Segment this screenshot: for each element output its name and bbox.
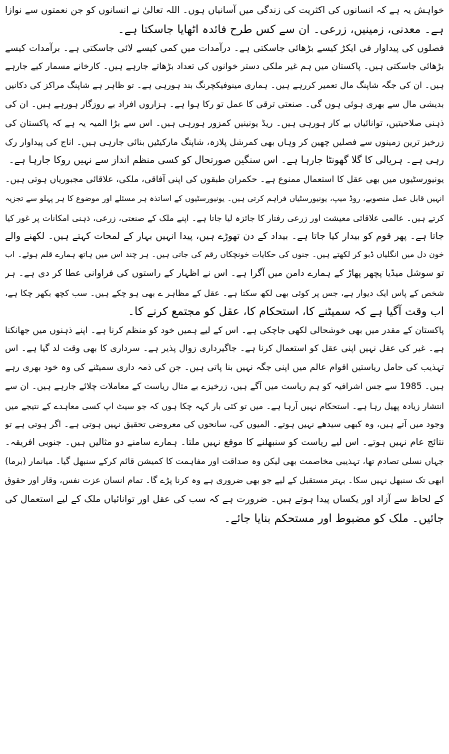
article-line-13: جاتا ہے۔ پھر قوم کو بیدار کیا جاتا ہے۔ بیداد کے دن تھوڑے ہیں، پیدا انہیں بہار کے لمحات کہتے ہیں۔ لکھنے والے (5, 230, 444, 242)
article-line-21: ہیں۔ 1985 سے جس اشرافیہ کو ہم ریاست میں آگے ہیں، زرخیزے بے مثال ریاست کے معاملات چلائے جارہے ہیں۔ ان سے (5, 381, 444, 392)
article-line-14: خون دل میں انگلیاں ڈبو کر لکھتے ہیں۔ جنوں کی حکایات خونچکاں رقم کی جاتی ہیں۔ ہر چند اس میں ہاتھ ہمارے قلم ہوئے۔ اب (5, 250, 444, 260)
article-line-10: یونیورسٹیوں میں بھی عقل کا استعمال ممنوع ہے۔ حکمران طبقوں کی اپنی آفاقی، ملکی، علاقائی مجبوریاں ہوتی ہیں۔ (5, 175, 444, 186)
article-line-28: جائیں۔ ملک کو مضبوط اور مستحکم بنایا جائے۔ (224, 511, 444, 525)
article-line-3: فصلوں کی پیداوار فی ایکڑ کیسے بڑھائی جاسکتی ہے۔ درآمدات میں کمی کیسے لائی جاسکتی ہے۔ برآمدات کیسے (5, 42, 444, 54)
article-line-25: جہاں نسلی تصادم تھا، تہذیبی مخاصمت بھی لیکن وہ صداقت اور مفاہمت کا کمیشن قائم کرکے سنبھل گیا۔ میانمار (برما) (5, 457, 444, 468)
article-line-23: وجود میں آتے ہیں، وہ کبھی سیدھے نہیں ہوتے۔ المیوں کی، سانحوں کی معروضی تحقیق نہیں ہوتی ہے۔ اگر ہوتی ہے تو (5, 419, 444, 430)
article-line-6: بدیشی مال سے بھری ہوئی ہوں گی۔ صنعتی ترقی کا عمل تو رکا ہوا ہے۔ ہزاروں افراد بے روزگار ہورہے ہیں۔ ان کی (5, 99, 444, 110)
article-line-27: کے لحاظ سے آزاد اور یکساں پیدا ہوتے ہیں۔ ضرورت ہے کہ سب کی عقل اور توانائیاں ملک کے لیے استعمال کی (5, 493, 444, 505)
article-line-20: تہذیب کی حامل ریاستیں اقوام عالم میں اپنی جگہ نہیں بنا پاتی ہیں۔ جن کی ذمہ داری سمیٹنے کی وہ خود بھری رہے (5, 363, 444, 374)
article-line-24: نتائج عام نہیں ہوتے۔ اس لیے ریاست کو سنبھلنے کا موقع نہیں ملتا۔ ہمارے سامنے دو مثالیں ہیں۔ جنوبی افریقہ۔ (5, 437, 444, 449)
article-line-7: ذہنی صلاحیتیں، توانائیاں بے کار ہورہی ہیں۔ ریڈ یونینیں کمزور ہورہی ہیں۔ اس سے بڑا المیہ یہ ہے کہ پاکستان کی (5, 118, 444, 129)
article-line-2: ہے۔ معدنی، زمینیں، زرعی۔ ان سے کس طرح فائدہ اٹھایا جاسکتا ہے۔ (117, 22, 444, 36)
article-line-4: بڑھائی جاسکتی ہیں۔ پاکستان میں ہم غیر ملکی دستر خوانوں کی تعداد بڑھاتے جارہے ہیں۔ کارخانے مسمار کیے جارہے (5, 62, 444, 73)
article-line-15: تو سوشل میڈیا پچھر پھاڑ کے ہمارے دامن میں آگرا ہے۔ اس نے اظہار کے راستوں کی فراوانی عطا کر دی ہے۔ ہر (5, 268, 444, 280)
article-line-8: زرخیز ترین زمینوں سے فصلیں چھین کر وہاں بھی کمرشل پلازہ، شاپنگ مارکیٹیں بنائی جارہی ہیں۔ اناج کی پیداوار رک (5, 137, 444, 148)
article-line-5: ہیں۔ ان کی جگہ شاپنگ مال تعمیر کررہے ہیں۔ ہماری مینوفیکچرنگ بند ہورہی ہے۔ تو ظاہر ہے شاپنگ مراکز کی دکانیں (5, 81, 444, 92)
article-line-11: انہیں قابل عمل منصوبے، روڈ میپ، یونیورسٹیاں فراہم کرتی ہیں۔ یونیورسٹیوں کے اساتذہ ہر مسئلے اور موضوع کا ہر پہلو سے تجزیہ (5, 193, 444, 203)
article-line-12: کرتے ہیں۔ عالمی علاقائی معیشت اور زرعی رفتار کا جائزہ لیا جاتا ہے۔ اپنے ملک کے صنعتی، زرعی، ذہنی امکانات پر غور کیا (5, 212, 444, 223)
article-line-17: اب وقت آگیا ہے کہ سمیٹنے کا، استحکام کا، عقل کو مجتمع کرنے کا۔ (127, 304, 444, 318)
article-line-22: انتشار زیادہ پھیل رہا ہے۔ استحکام نہیں آرہا ہے۔ میں تو کئی بار کہہ چکا ہوں کہ جو سیٹ اپ کسی معاہدے کے نتیجے میں (5, 400, 444, 411)
article-line-9: رہی ہے۔ ہریالی کا گلا گھونٹا جارہا ہے۔ اس سنگین صورتحال کو کسی منظم انداز سے نہیں روکا جارہا ہے۔ (8, 155, 444, 167)
article-line-26: ابھی تک سنبھل نہیں سکا۔ بہتر مستقبل کے لیے جو بھی ضروری ہے وہ کرنا پڑے گا۔ تمام انسان عزت نفس، وقار اور حقوق (5, 475, 444, 486)
article-line-16: شخص کے پاس ایک دیوار ہے، جس پر کوئی بھی لکھ سکتا ہے۔ عقل کے مظاہر ے بھی ہو چکے ہیں۔ سب کچھ بکھر چکا ہے، (5, 287, 444, 298)
article-line-19: ہے۔ غیر کی عقل نہیں اپنی عقل کو استعمال کرنا ہے۔ جاگیرداری زوال پذیر ہے۔ سرداری کا بھی وقت لد گیا ہے۔ اس (5, 344, 444, 355)
article-line-1: خواہش یہ ہے کہ انسانوں کی اکثریت کی زندگی میں آسانیاں ہوں۔ اللہ تعالیٰ نے انسانوں کو جن نعمتوں سے نوازا (5, 5, 444, 16)
article-line-18: پاکستان کے مقدر میں بھی خوشحالی لکھی جاچکی ہے۔ اس کے لیے ہمیں خود کو منظم کرنا ہے۔ اپنے ذہنوں میں جھانکنا (5, 325, 444, 336)
